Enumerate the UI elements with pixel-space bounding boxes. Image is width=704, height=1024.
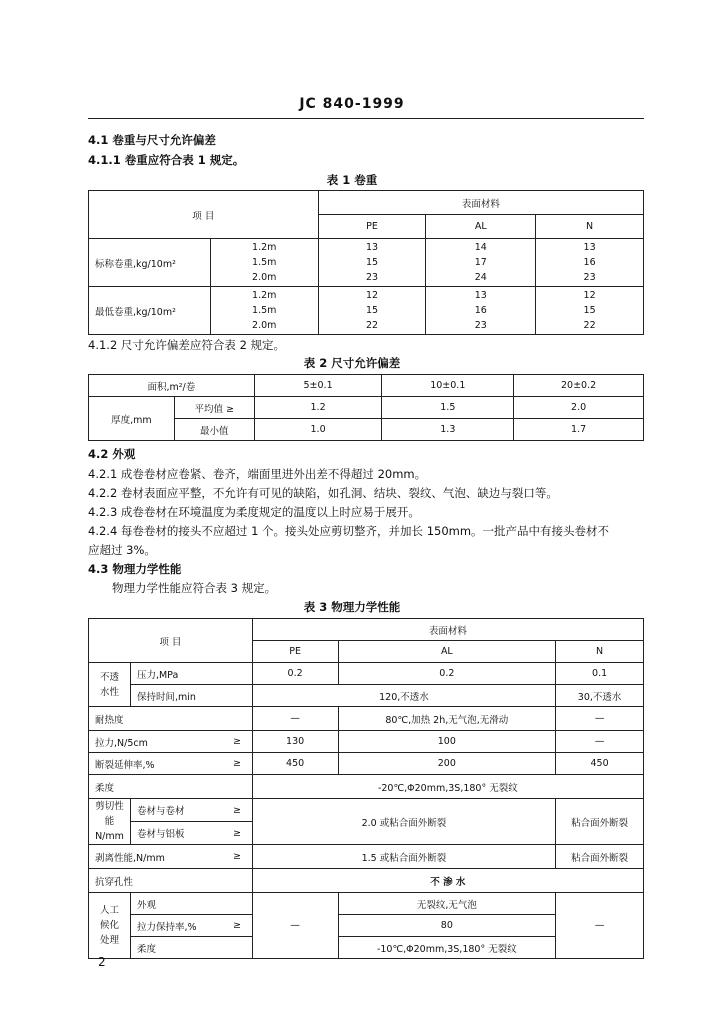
table1-row-min-al: 13 16 23 [426, 287, 536, 335]
table3-hold-label: 保持时间,min [130, 685, 252, 707]
section-4-2-3: 4.2.3 成卷卷材在环境温度为柔度规定的温度以上时应易于展开。 [88, 505, 420, 519]
table3-shear-sign1: ≥ [222, 799, 252, 822]
table2-min-10: 1.3 [382, 419, 514, 441]
section-4-1-title: 4.1 卷重与尺寸允许偏差 [88, 133, 216, 147]
table3-appearance-value: 无裂纹,无气泡 [338, 893, 556, 915]
table3-shear-label: 剪切性能 N/mm [89, 799, 131, 845]
table1-row-nominal-label: 标称卷重,kg/10m² [89, 239, 211, 287]
table1-caption: 表 1 卷重 [326, 173, 378, 187]
table1-col-pe: PE [318, 215, 426, 239]
table2-area-20: 20±0.2 [514, 375, 644, 397]
table3-retention-sign: ≥ [222, 915, 252, 937]
standard-code: JC 840-1999 [299, 96, 405, 112]
table3-elong-al: 200 [338, 753, 556, 775]
section-4-3-text: 物理力学性能应符合表 3 规定。 [112, 581, 277, 595]
table3-aging-pe: — [252, 893, 338, 959]
table2-thickness-label: 厚度,mm [89, 397, 175, 441]
table3-retention-value: 80 [338, 915, 556, 937]
table3-peel-n: 粘合面外断裂 [556, 845, 644, 869]
table3-heat-pe: — [252, 707, 338, 731]
table3-elong-pe: 450 [252, 753, 338, 775]
table1-roll-weight [88, 190, 644, 335]
section-4-1-2: 4.1.2 尺寸允许偏差应符合表 2 规定。 [88, 338, 286, 352]
table2-caption: 表 2 尺寸允许偏差 [303, 356, 401, 370]
table2-avg-10: 1.5 [382, 397, 514, 419]
table2-area-label: 面积,m²/卷 [89, 375, 255, 397]
table3-tensile-label: 拉力,N/5cm [89, 731, 223, 753]
table3-heat-n: — [556, 707, 644, 731]
table3-caption: 表 3 物理力学性能 [303, 600, 401, 614]
table3-elong-sign: ≥ [222, 753, 252, 775]
table3-physical-properties [88, 618, 644, 959]
table3-appearance-label: 外观 [130, 893, 252, 915]
table1-row-min-n: 12 15 22 [536, 287, 644, 335]
table3-heat-label: 耐热度 [89, 707, 253, 731]
section-4-2-4-line1: 4.2.4 每卷卷材的接头不应超过 1 个。接头处应剪切整齐，并加长 150mm。一批产品中有接头卷材不 [88, 524, 610, 538]
table3-puncture-value: 不 渗 水 [252, 869, 643, 893]
table3-pressure-label: 压力,MPa [130, 663, 252, 685]
table3-shear-sign2: ≥ [222, 822, 252, 845]
table3-tensile-sign: ≥ [222, 731, 252, 753]
table1-row-min-areas: 1.2m 1.5m 2.0m [210, 287, 318, 335]
table3-surface-header: 表面材料 [252, 619, 643, 641]
table3-peel-sign: ≥ [222, 845, 252, 869]
table3-shear-sub1: 卷材与卷材 [130, 799, 222, 822]
table3-col-n: N [556, 641, 644, 663]
table3-flex-value: -20℃,Φ20mm,3S,180° 无裂纹 [252, 775, 643, 799]
section-4-3-title: 4.3 物理力学性能 [88, 562, 182, 576]
table1-col-al: AL [426, 215, 536, 239]
table3-tensile-n: — [556, 731, 644, 753]
table3-retention-label: 拉力保持率,% [130, 915, 222, 937]
table2-avg-5: 1.2 [254, 397, 382, 419]
page-number: 2 [98, 955, 106, 969]
table1-row-nominal-areas: 1.2m 1.5m 2.0m [210, 239, 318, 287]
table3-heat-al: 80℃,加热 2h,无气泡,无滑动 [338, 707, 556, 731]
table2-min-label: 最小值 [174, 419, 254, 441]
table3-shear-pe-al: 2.0 或粘合面外断裂 [252, 799, 555, 845]
table3-elong-label: 断裂延伸率,% [89, 753, 223, 775]
table3-aging-flex-value: -10℃,Φ20mm,3S,180° 无裂纹 [338, 937, 556, 959]
table3-pressure-pe: 0.2 [252, 663, 338, 685]
section-4-1-1: 4.1.1 卷重应符合表 1 规定。 [88, 153, 245, 167]
table3-tensile-al: 100 [338, 731, 556, 753]
table3-item-header: 项 目 [89, 619, 253, 663]
table3-tensile-pe: 130 [252, 731, 338, 753]
table3-impermeable-label: 不透 水性 [89, 663, 131, 707]
table2-min-20: 1.7 [514, 419, 644, 441]
table1-item-header: 项 目 [89, 191, 319, 239]
table1-row-nominal-pe: 13 15 23 [318, 239, 426, 287]
table2-min-5: 1.0 [254, 419, 382, 441]
table1-row-nominal-al: 14 17 24 [426, 239, 536, 287]
table2-area-10: 10±0.1 [382, 375, 514, 397]
table3-hold-n: 30,不透水 [556, 685, 644, 707]
header-rule [88, 118, 644, 119]
table3-pressure-al: 0.2 [338, 663, 556, 685]
table3-aging-n: — [556, 893, 644, 959]
table3-shear-sub2: 卷材与铝板 [130, 822, 222, 845]
table1-col-n: N [536, 215, 644, 239]
table2-area-5: 5±0.1 [254, 375, 382, 397]
table2-avg-label: 平均值 ≥ [174, 397, 254, 419]
table3-aging-label: 人工 候化 处理 [89, 893, 131, 959]
table3-peel-label: 剥离性能,N/mm [89, 845, 223, 869]
table2-dimension-tolerance [88, 374, 644, 441]
table3-hold-pe-al: 120,不透水 [252, 685, 555, 707]
section-4-2-1: 4.2.1 成卷卷材应卷紧、卷齐，端面里进外出差不得超过 20mm。 [88, 467, 427, 481]
table3-col-pe: PE [252, 641, 338, 663]
table3-pressure-n: 0.1 [556, 663, 644, 685]
table3-aging-flex-label: 柔度 [130, 937, 252, 959]
section-4-2-2: 4.2.2 卷材表面应平整，不允许有可见的缺陷，如孔洞、结块、裂纹、气泡、缺边与裂口等。 [88, 486, 558, 500]
table1-surface-header: 表面材料 [318, 191, 643, 215]
table3-flex-label: 柔度 [89, 775, 253, 799]
table3-peel-pe-al: 1.5 或粘合面外断裂 [252, 845, 555, 869]
section-4-2-4-line2: 应超过 3%。 [88, 543, 156, 557]
table3-shear-n: 粘合面外断裂 [556, 799, 644, 845]
table3-col-al: AL [338, 641, 556, 663]
table1-row-min-label: 最低卷重,kg/10m² [89, 287, 211, 335]
table2-avg-20: 2.0 [514, 397, 644, 419]
section-4-2-title: 4.2 外观 [88, 447, 136, 461]
table3-elong-n: 450 [556, 753, 644, 775]
table1-row-nominal-n: 13 16 23 [536, 239, 644, 287]
table1-row-min-pe: 12 15 22 [318, 287, 426, 335]
table3-puncture-label: 抗穿孔性 [89, 869, 253, 893]
